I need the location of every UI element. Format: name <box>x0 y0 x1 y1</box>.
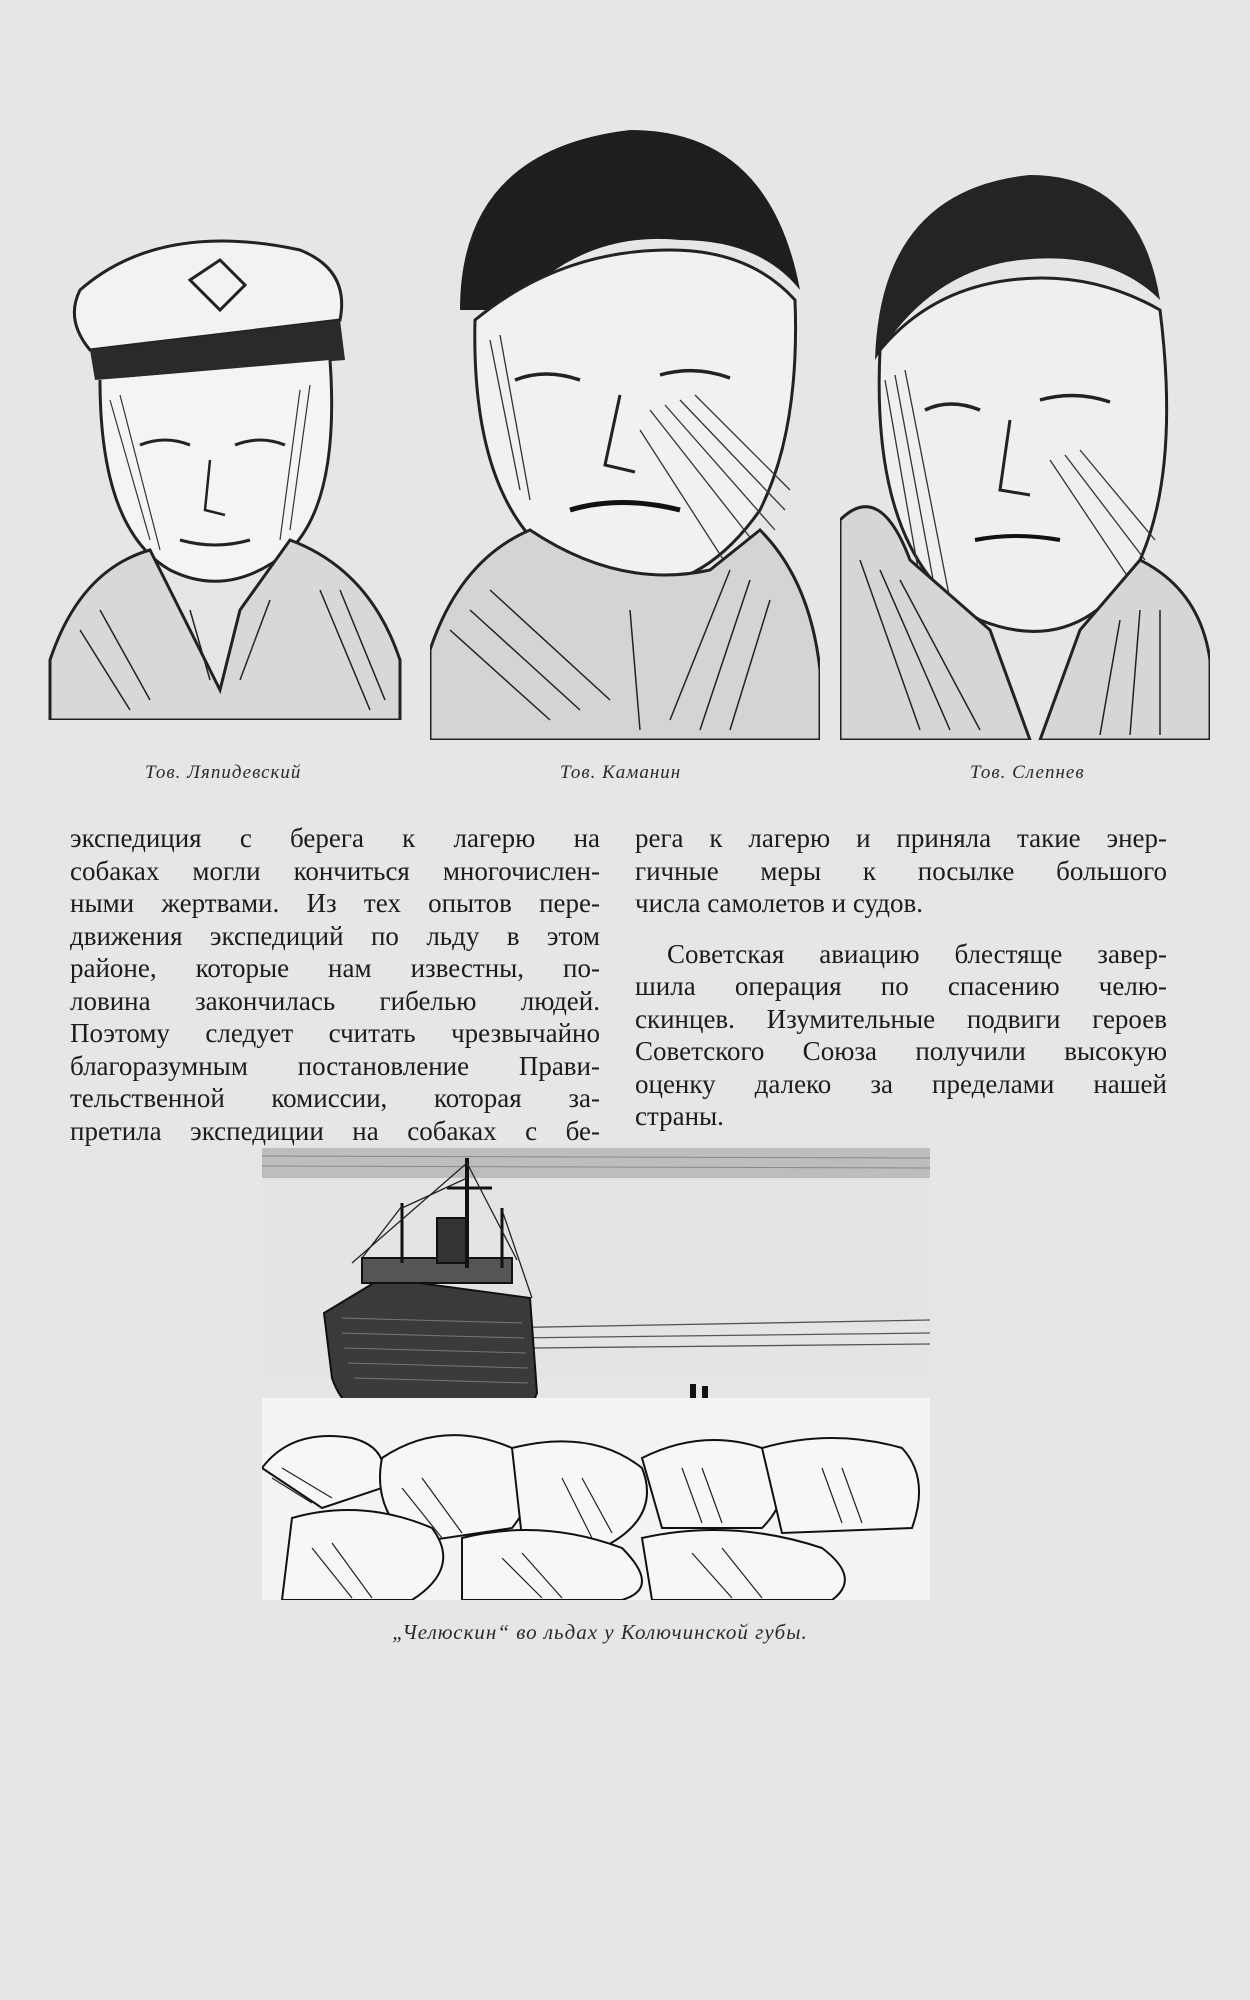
text-line: шила операция по спасению челю- <box>635 971 1167 1001</box>
text-line: оценку далеко за пределами нашей <box>635 1068 1167 1099</box>
portrait-kamanin-drawing <box>430 110 820 740</box>
text-line: движения экспедиций по льду в этом <box>70 920 600 951</box>
ship-caption: „Челюскин“ во льдах у Колючинской губы. <box>392 1620 808 1644</box>
portrait-slepnev <box>840 160 1210 740</box>
portrait-caption-kamanin: Тов. Каманин <box>560 762 682 783</box>
text-line: рега к лагерю и приняла такие энер- <box>635 823 1167 853</box>
text-line: Поэтому следует считать чрезвычайно <box>70 1018 600 1048</box>
text-line: страны. <box>635 1101 724 1131</box>
ship-illustration-drawing <box>262 1148 930 1600</box>
portrait-lyapidevsky-drawing <box>40 210 410 720</box>
portrait-caption-lyapidevsky: Тов. Ляпидевский <box>145 762 302 783</box>
text-line: Советская авиацию блестяще завер- <box>667 938 1167 969</box>
text-line: скинцев. Изумительные подвиги героев <box>635 1003 1167 1034</box>
portrait-caption-slepnev: Тов. Слепнев <box>970 762 1085 783</box>
text-line: гичные меры к посылке большого <box>635 855 1167 886</box>
portrait-lyapidevsky <box>40 210 410 720</box>
text-line: ными жертвами. Из тех опытов пере- <box>70 888 600 918</box>
text-line: ловина закончилась гибелью людей. <box>70 985 600 1016</box>
portrait-kamanin <box>430 110 820 740</box>
text-column-right <box>635 822 1167 1133</box>
text-line: экспедиция с берега к лагерю на <box>70 823 600 853</box>
text-line: благоразумным постановление Прави- <box>70 1050 600 1081</box>
text-line: районе, которые нам известны, по- <box>70 953 600 983</box>
text-line: собаках могли кончиться многочислен- <box>70 855 600 886</box>
text-line: претила экспедиции на собаках с бе- <box>70 1115 600 1146</box>
ship-illustration <box>262 1148 930 1600</box>
text-line: Советского Союза получили высокую <box>635 1036 1167 1066</box>
text-line: тельственной комиссии, которая за- <box>70 1083 600 1113</box>
portrait-slepnev-drawing <box>840 160 1210 740</box>
text-column-left <box>70 822 600 1147</box>
text-line: числа самолетов и судов. <box>635 888 924 918</box>
